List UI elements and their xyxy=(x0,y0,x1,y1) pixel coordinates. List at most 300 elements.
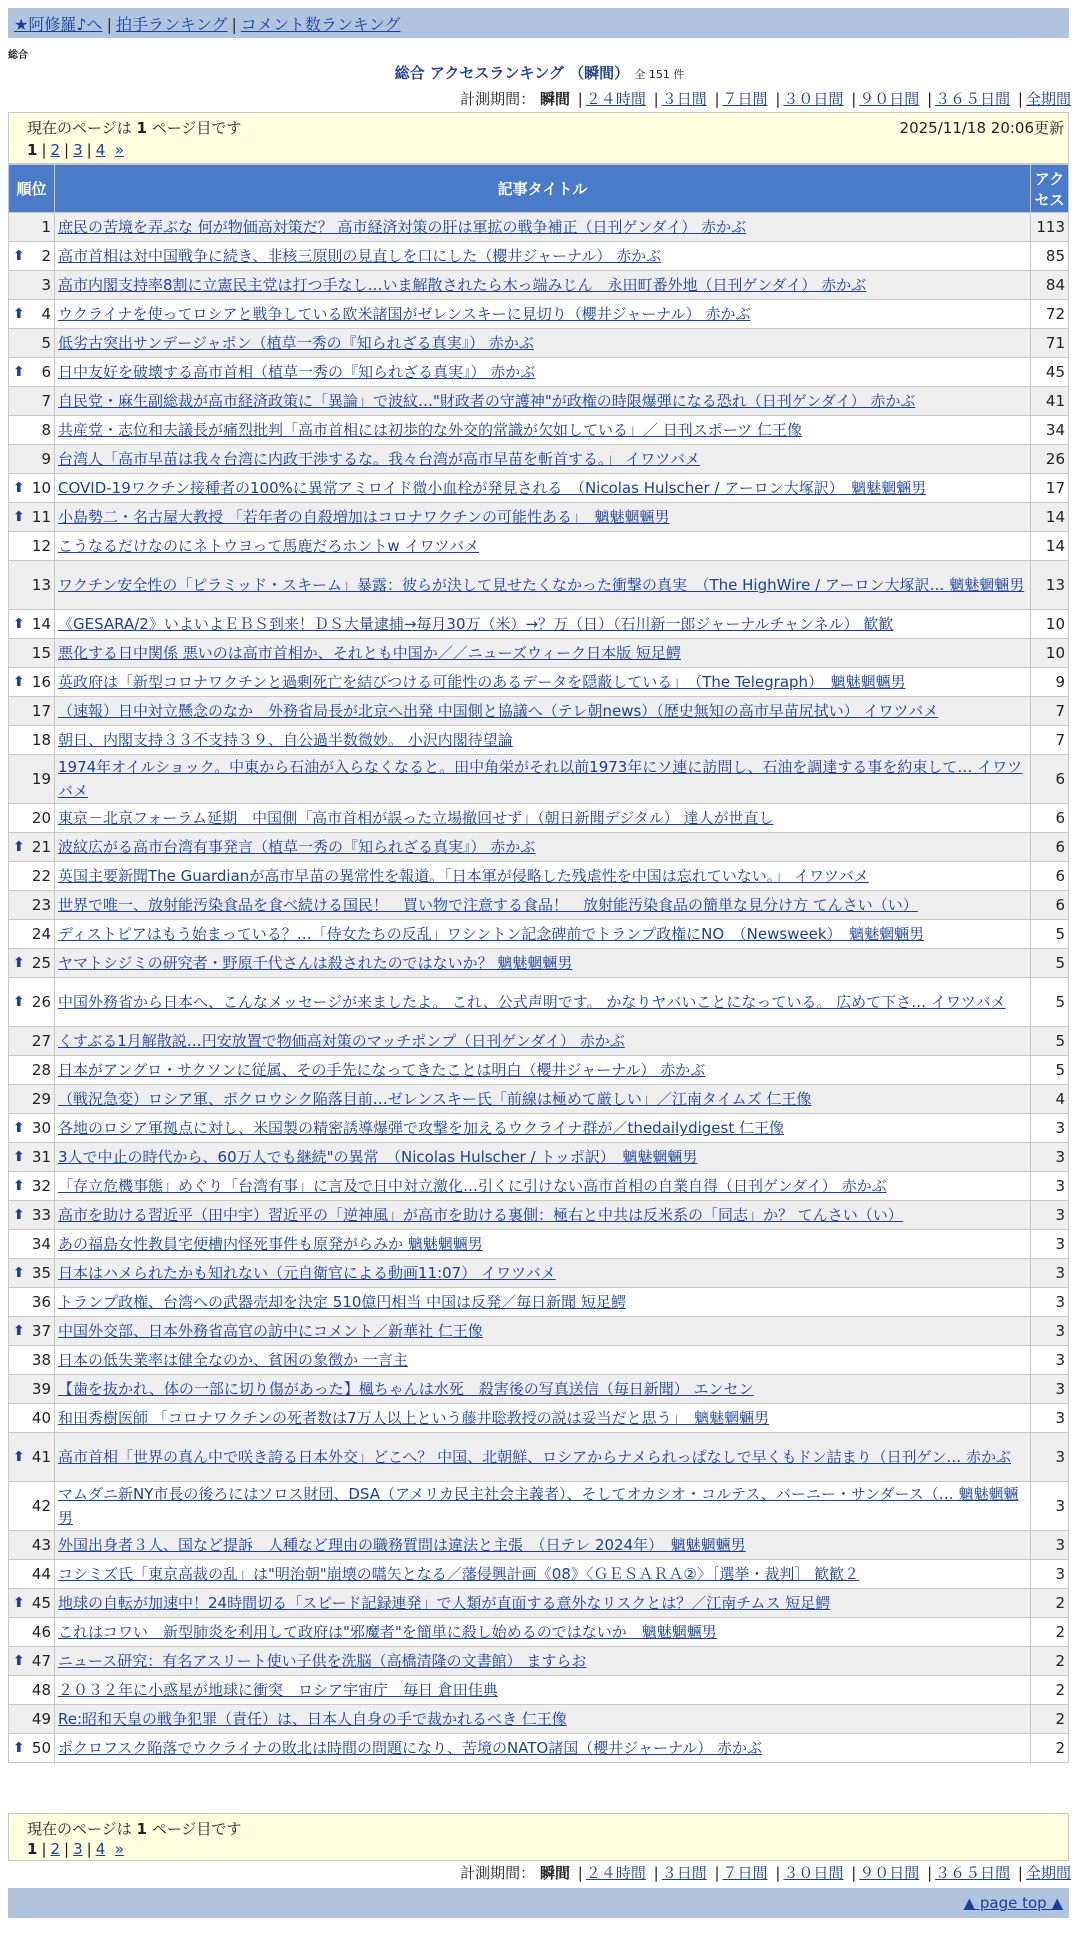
table-row xyxy=(9,1143,1069,1172)
up-arrow-icon: ⬆ xyxy=(13,674,25,690)
period-365d-link[interactable]: ３６５日間 xyxy=(935,90,1011,108)
rank-number: 38 xyxy=(31,1351,51,1369)
page-separator: | xyxy=(41,1840,47,1858)
article-title-link[interactable]: 地球の自転が加速中！24時間切る「スピード記録連発」で人類が直面する意外なリスクとは？／江南チムス 短足鰐 xyxy=(58,1594,831,1612)
title-cell xyxy=(55,1560,1031,1589)
access-count: 10 xyxy=(1031,639,1069,668)
rank-cell xyxy=(9,358,55,387)
period-separator: | xyxy=(851,90,857,108)
title-cell xyxy=(55,833,1031,862)
title-cell xyxy=(55,891,1031,920)
rank-number: 8 xyxy=(41,421,51,439)
page-separator: | xyxy=(64,141,70,159)
rank-number: 30 xyxy=(31,1119,51,1137)
article-title-link[interactable]: 小島勢二・名古屋大教授 「若年者の自殺増加はコロナワクチンの可能性ある」 魑魅魍魎男 xyxy=(58,508,670,526)
article-title-link[interactable]: 共産党・志位和夫議長が痛烈批判「高市首相には初歩的な外交的常識が欠如している」／ 日刊スポーツ 仁王像 xyxy=(58,421,802,439)
current-page-prefix: 現在のページは xyxy=(27,119,137,137)
rank-cell xyxy=(9,213,55,242)
rank-number: 27 xyxy=(31,1032,51,1050)
article-title-link[interactable]: 日本はハメられたかも知れない（元自衛官による動画11:07） イワツバメ xyxy=(58,1264,556,1282)
rank-cell xyxy=(9,300,55,329)
article-title-link[interactable]: Re:昭和天皇の戦争犯罪（責任）は、日本人自身の手で裁かれるべき 仁王像 xyxy=(58,1710,567,1728)
article-title-link[interactable]: 台湾人「高市早苗は我々台湾に内政干渉するな。我々台湾が高市早苗を斬首する。」 イワツバメ xyxy=(58,450,700,468)
rank-cell xyxy=(9,416,55,445)
rank-number: 35 xyxy=(31,1264,51,1282)
rank-cell xyxy=(9,862,55,891)
period-30d-link[interactable]: ３０日間 xyxy=(783,1864,844,1882)
title-cell xyxy=(55,1317,1031,1346)
access-count: 84 xyxy=(1031,271,1069,300)
title-cell xyxy=(55,1288,1031,1317)
article-title-link[interactable]: 日中友好を破壊する高市首相（植草一秀の『知られざる真実』） 赤かぶ xyxy=(58,363,536,381)
rank-number: 1 xyxy=(41,218,51,236)
access-count: 6 xyxy=(1031,891,1069,920)
period-365d-link[interactable]: ３６５日間 xyxy=(935,1864,1011,1882)
rank-cell xyxy=(9,1433,55,1482)
rank-number: 31 xyxy=(31,1148,51,1166)
article-title-link[interactable]: 各地のロシア軍拠点に対し、米国製の精密誘導爆弾で攻撃を加えるウクライナ群が／thedailydigest 仁王像 xyxy=(58,1119,784,1137)
page-current: 1 xyxy=(27,1840,38,1858)
up-arrow-icon: ⬆ xyxy=(13,480,25,496)
rank-cell xyxy=(9,474,55,503)
page-separator: | xyxy=(86,1840,92,1858)
title-cell xyxy=(55,920,1031,949)
period-current: 瞬間 xyxy=(539,1864,570,1882)
period-separator: | xyxy=(851,1864,857,1882)
access-count: 26 xyxy=(1031,445,1069,474)
title-cell xyxy=(55,1143,1031,1172)
period-3d-link[interactable]: ３日間 xyxy=(661,1864,707,1882)
rank-cell xyxy=(9,697,55,726)
rank-number: 25 xyxy=(31,954,51,972)
article-title-link[interactable]: ポクロフスク陥落でウクライナの敗北は時間の問題になり、苦境のNATO諸国（櫻井ジャーナル） 赤かぶ xyxy=(58,1739,762,1757)
page-top-link[interactable]: ▲ page top ▲ xyxy=(963,1894,1063,1912)
period-7d-link[interactable]: ７日間 xyxy=(722,1864,768,1882)
table-row xyxy=(9,1531,1069,1560)
table-row xyxy=(9,920,1069,949)
table-row xyxy=(9,1482,1069,1531)
article-title-link[interactable]: 日本の低失業率は健全なのか、貧困の象徴か 一言主 xyxy=(58,1351,408,1369)
up-arrow-icon: ⬆ xyxy=(13,1449,25,1465)
rank-number: 22 xyxy=(31,867,51,885)
title-cell xyxy=(55,697,1031,726)
period-separator: | xyxy=(653,1864,659,1882)
pagination xyxy=(27,1840,124,1858)
rank-cell xyxy=(9,949,55,978)
title-cell xyxy=(55,561,1031,610)
rank-cell xyxy=(9,1201,55,1230)
page-link-3[interactable]: 3 xyxy=(73,141,83,159)
period-24h-link[interactable]: ２４時間 xyxy=(585,1864,646,1882)
title-cell xyxy=(55,1230,1031,1259)
period-selector-bottom xyxy=(460,1862,1071,1883)
table-row xyxy=(9,1433,1069,1482)
title-cell xyxy=(55,1676,1031,1705)
access-count: 17 xyxy=(1031,474,1069,503)
rank-cell xyxy=(9,1404,55,1433)
rank-number: 7 xyxy=(41,392,51,410)
comment-ranking-link[interactable]: コメント数ランキング xyxy=(240,15,401,34)
title-cell xyxy=(55,1375,1031,1404)
rank-cell xyxy=(9,1560,55,1589)
article-title-link[interactable]: 高市首相は対中国戦争に続き、非核三原則の見直しを口にした（櫻井ジャーナル） 赤かぶ xyxy=(58,247,662,265)
rank-number: 3 xyxy=(41,276,51,294)
title-cell xyxy=(55,610,1031,639)
period-label: 計測期間： xyxy=(460,90,536,108)
up-arrow-icon: ⬆ xyxy=(13,1265,25,1281)
rank-number: 9 xyxy=(41,450,51,468)
rank-cell xyxy=(9,1589,55,1618)
article-title-link[interactable]: ウクライナを使ってロシアと戦争している欧米諸国がゼレンスキーに見切り（櫻井ジャーナル） 赤かぶ xyxy=(58,305,751,323)
rank-number: 50 xyxy=(31,1739,51,1757)
period-90d-link[interactable]: ９０日間 xyxy=(859,1864,920,1882)
rank-cell xyxy=(9,1734,55,1763)
pager-panel-top xyxy=(8,112,1069,164)
access-count: 5 xyxy=(1031,920,1069,949)
table-row xyxy=(9,1647,1069,1676)
article-title-link[interactable]: 東京－北京フォーラム延期 中国側「高市首相が誤った立場撤回せず」（朝日新聞デジタル） 達人が世直し xyxy=(58,809,774,827)
table-row xyxy=(9,1676,1069,1705)
rank-number: 11 xyxy=(31,508,51,526)
rank-column-header xyxy=(9,165,55,213)
rank-number: 21 xyxy=(31,838,51,856)
article-title-link[interactable]: 英政府は「新型コロナワクチンと過剰死亡を結びつける可能性のあるデータを隠蔽している」 （The Telegraph） 魑魅魍魎男 xyxy=(58,673,906,691)
rank-cell xyxy=(9,1317,55,1346)
title-cell xyxy=(55,1618,1031,1647)
table-row xyxy=(9,503,1069,532)
top-nav-bar xyxy=(8,8,1069,38)
rank-number: 47 xyxy=(31,1652,51,1670)
pagination xyxy=(27,141,124,159)
title-cell xyxy=(55,358,1031,387)
period-separator: | xyxy=(577,90,583,108)
rank-cell xyxy=(9,891,55,920)
title-cell xyxy=(55,1346,1031,1375)
rank-cell xyxy=(9,978,55,1027)
article-title-link[interactable]: 波紋広がる高市台湾有事発言（植草一秀の『知られざる真実』） 赤かぶ xyxy=(58,838,536,856)
period-24h-link[interactable]: ２４時間 xyxy=(585,90,646,108)
table-row xyxy=(9,532,1069,561)
rank-cell xyxy=(9,387,55,416)
table-row xyxy=(9,697,1069,726)
access-count: 3 xyxy=(1031,1317,1069,1346)
article-title-link[interactable]: ディストピアはもう始まっている？…「侍女たちの反乱」ワシントン記念碑前でトランプ政権にNO （Newsweek） 魑魅魍魎男 xyxy=(58,925,925,943)
table-row xyxy=(9,978,1069,1027)
access-count: 13 xyxy=(1031,561,1069,610)
rank-number: 32 xyxy=(31,1177,51,1195)
article-title-link[interactable]: トランプ政権、台湾への武器売却を決定 510億円相当 中国は反発／毎日新聞 短足鰐 xyxy=(58,1293,626,1311)
rank-number: 36 xyxy=(31,1293,51,1311)
rank-cell xyxy=(9,1085,55,1114)
rank-cell xyxy=(9,1647,55,1676)
table-row xyxy=(9,1560,1069,1589)
period-separator: | xyxy=(775,1864,781,1882)
rank-number: 26 xyxy=(31,993,51,1011)
page-title xyxy=(0,62,1079,83)
rank-cell xyxy=(9,242,55,271)
access-count: 3 xyxy=(1031,1230,1069,1259)
access-count: 3 xyxy=(1031,1201,1069,1230)
table-row xyxy=(9,949,1069,978)
up-arrow-icon: ⬆ xyxy=(13,955,25,971)
rank-number: 16 xyxy=(31,673,51,691)
article-title-link[interactable]: 中国外務省から日本へ、こんなメッセージが来ましたよ。 これ、公式声明です。 かなりヤバいことになっている。 広めて下さ… イワツバメ xyxy=(58,993,1006,1011)
access-count: 9 xyxy=(1031,668,1069,697)
access-count: 85 xyxy=(1031,242,1069,271)
article-title-link[interactable]: くすぶる1月解散説…円安放置で物価高対策のマッチポンプ（日刊ゲンダイ） 赤かぶ xyxy=(58,1032,625,1050)
current-page-number: 1 xyxy=(136,1820,147,1838)
up-arrow-icon: ⬆ xyxy=(13,509,25,525)
title-cell xyxy=(55,1172,1031,1201)
ranking-table-body xyxy=(9,213,1069,1763)
rank-number: 29 xyxy=(31,1090,51,1108)
page-link-4[interactable]: 4 xyxy=(95,1840,106,1858)
current-page-prefix: 現在のページは xyxy=(27,1820,137,1838)
up-arrow-icon: ⬆ xyxy=(13,248,25,264)
rank-number: 24 xyxy=(31,925,51,943)
page-link-3[interactable]: 3 xyxy=(73,1840,83,1858)
article-title-link[interactable]: こうなるだけなのにネトウヨって馬鹿だろホントw イワツバメ xyxy=(58,537,480,555)
article-title-link[interactable]: ニュース研究：有名アスリート使い子供を洗脳（高橋清隆の文書館） ますらお xyxy=(58,1652,587,1670)
table-row xyxy=(9,300,1069,329)
title-cell xyxy=(55,1433,1031,1482)
article-title-link[interactable]: 朝日、内閣支持３３不支持３９、自公過半数微妙。 小沢内閣待望論 xyxy=(58,731,513,749)
access-count: 2 xyxy=(1031,1589,1069,1618)
bottom-bar xyxy=(8,1888,1069,1918)
period-90d-link[interactable]: ９０日間 xyxy=(859,90,920,108)
table-row xyxy=(9,1618,1069,1647)
rank-cell xyxy=(9,445,55,474)
access-count: 113 xyxy=(1031,213,1069,242)
rank-number: 12 xyxy=(31,537,51,555)
article-title-link[interactable]: 1974年オイルショック。中東から石油が入らなくなると。田中角栄がそれ以前1973年にソ連に訪問し、石油を調達する事を約束して… イワツバメ xyxy=(58,758,1023,800)
title-cell xyxy=(55,804,1031,833)
access-count: 3 xyxy=(1031,1172,1069,1201)
rank-number: 39 xyxy=(31,1380,51,1398)
access-count: 5 xyxy=(1031,1027,1069,1056)
up-arrow-icon: ⬆ xyxy=(13,839,25,855)
article-title-link[interactable]: 「存立危機事態」めぐり「台湾有事」に言及で日中対立激化…引くに引けない高市首相の自業自得（日刊ゲンダイ） 赤かぶ xyxy=(58,1177,887,1195)
article-title-link[interactable]: これはコワい 新型肺炎を利用して政府は"邪魔者"を簡単に殺し始めるのではないか 魑魅魍魎男 xyxy=(58,1623,717,1641)
period-7d-link[interactable]: ７日間 xyxy=(722,90,768,108)
current-page-text xyxy=(27,117,241,138)
up-arrow-icon: ⬆ xyxy=(13,306,25,322)
rank-number: 15 xyxy=(31,644,51,662)
rank-cell xyxy=(9,726,55,755)
rank-number: 37 xyxy=(31,1322,51,1340)
article-title-link[interactable]: COVID-19ワクチン接種者の100%に異常アミロイド微小血栓が発見される （Nicolas Hulscher / アーロン大塚訳） 魑魅魍魎男 xyxy=(58,479,927,497)
up-arrow-icon: ⬆ xyxy=(13,1740,25,1756)
article-title-link[interactable]: マムダニ新NY市長の後ろにはソロス財団、DSA（アメリカ民主社会主義者）、そしてオカシオ・コルテス、バーニー・サンダース（… 魑魅魍魎男 xyxy=(58,1485,1019,1527)
up-arrow-icon: ⬆ xyxy=(13,1207,25,1223)
page-link-2[interactable]: 2 xyxy=(50,1840,61,1858)
title-cell xyxy=(55,978,1031,1027)
access-count: 2 xyxy=(1031,1647,1069,1676)
article-title-link[interactable]: 英国主要新聞The Guardianが高市早苗の異常性を報道。「日本軍が侵略した残虐性を中国は忘れていない。」 イワツバメ xyxy=(58,867,869,885)
article-title-link[interactable]: 高市を助ける習近平（田中宇）習近平の「逆神風」が高市を助ける裏側：極右と中共は反米系の「同志」か？ てんさい（い） xyxy=(58,1206,903,1224)
access-count: 3 xyxy=(1031,1114,1069,1143)
rank-cell xyxy=(9,1230,55,1259)
article-title-link[interactable]: 庶民の苦境を弄ぶな 何が物価高対策だ？ 高市経済対策の肝は軍拡の戦争補正（日刊ゲンダイ） 赤かぶ xyxy=(58,218,747,236)
article-title-link[interactable]: （戦況急変）ロシア軍、ポクロウシク陥落目前…ゼレンスキー氏「前線は極めて厳しい」／江南タイムズ 仁王像 xyxy=(58,1090,812,1108)
access-count: 45 xyxy=(1031,358,1069,387)
title-cell xyxy=(55,532,1031,561)
article-title-link[interactable]: 3人で中止の時代から、60万人でも継続"の異常 （Nicolas Hulscher / トッポ訳） 魑魅魍魎男 xyxy=(58,1148,698,1166)
rank-cell xyxy=(9,1056,55,1085)
up-arrow-icon: ⬆ xyxy=(13,364,25,380)
article-title-link[interactable]: 中国外交部、日本外務省高官の訪中にコメント／新華社 仁王像 xyxy=(58,1322,483,1340)
article-title-link[interactable]: コシミズ氏「東京高裁の乱」は"明治朝"崩壊の嚆矢となる／藩侵興計画《08》〈ＧＥＳＡＲＡ②〉［選挙・裁判］ 歓歓２ xyxy=(58,1565,860,1583)
period-separator: | xyxy=(714,90,720,108)
page-separator: | xyxy=(86,141,92,159)
table-row xyxy=(9,1172,1069,1201)
article-title-link[interactable]: 低劣古突出サンデージャポン（植草一秀の『知られざる真実』） 赤かぶ xyxy=(58,334,534,352)
article-title-link[interactable]: 自民党・麻生副総裁が高市経済政策に「異論」で波紋…"財政者の守護神"が政権の時限爆弾になる恐れ（日刊ゲンダイ） 赤かぶ xyxy=(58,392,916,410)
period-separator: | xyxy=(577,1864,583,1882)
period-separator: | xyxy=(714,1864,720,1882)
article-title-link[interactable]: あの福島女性教員宅便槽内怪死事件も原発がらみか 魑魅魍魎男 xyxy=(58,1235,483,1253)
ranking-table xyxy=(8,164,1069,1763)
title-cell xyxy=(55,1589,1031,1618)
table-row xyxy=(9,1056,1069,1085)
rank-cell xyxy=(9,755,55,804)
title-cell xyxy=(55,503,1031,532)
page-separator: | xyxy=(64,1840,70,1858)
period-all-link[interactable]: 全期間 xyxy=(1025,90,1071,108)
title-cell xyxy=(55,1404,1031,1433)
article-title-link[interactable]: ヤマトシジミの研究者・野原千代さんは殺されたのではないか？ 魑魅魍魎男 xyxy=(58,954,573,972)
article-title-link[interactable]: 日本がアングロ・サクソンに従属、その手先になってきたことは明白（櫻井ジャーナル） 赤かぶ xyxy=(58,1061,706,1079)
article-title-link[interactable]: ２０３２年に小惑星が地球に衝突 ロシア宇宙庁 毎日 倉田佳典 xyxy=(58,1681,498,1699)
article-title-link[interactable]: （速報）日中対立懸念のなか 外務省局長が北京へ出発 中国側と協議へ（テレ朝news）（歴史無知の高市早苗尻拭い） イワツバメ xyxy=(58,702,939,720)
pager-panel-bottom xyxy=(8,1813,1069,1861)
rank-number: 41 xyxy=(31,1448,51,1466)
title-cell xyxy=(55,1201,1031,1230)
current-page-suffix: ページ目です xyxy=(146,119,242,137)
up-arrow-icon: ⬆ xyxy=(13,1120,25,1136)
rank-header-label: 順位 xyxy=(16,180,47,198)
table-row xyxy=(9,561,1069,610)
table-row xyxy=(9,1259,1069,1288)
title-cell xyxy=(55,300,1031,329)
access-count: 2 xyxy=(1031,1618,1069,1647)
table-row xyxy=(9,610,1069,639)
title-cell xyxy=(55,1734,1031,1763)
table-row xyxy=(9,387,1069,416)
rank-number: 20 xyxy=(31,809,51,827)
up-arrow-icon: ⬆ xyxy=(13,1653,25,1669)
period-all-link[interactable]: 全期間 xyxy=(1025,1864,1071,1882)
rank-number: 43 xyxy=(31,1536,51,1554)
title-cell xyxy=(55,1647,1031,1676)
table-row xyxy=(9,271,1069,300)
article-title-link[interactable]: 和田秀樹医師 「コロナワクチンの死者数は7万人以上という藤井聡教授の説は妥当だと思う」 魑魅魍魎男 xyxy=(58,1409,770,1427)
up-arrow-icon: ⬆ xyxy=(13,994,25,1010)
article-title-link[interactable]: 《GESARA/2》いよいよＥＢＳ到来！ＤＳ大量逮捕→毎月30万（米）→？万（日）（石川新一郎ジャーナルチャンネル） 歓歓 xyxy=(58,615,894,633)
title-cell xyxy=(55,416,1031,445)
access-count: 3 xyxy=(1031,1143,1069,1172)
article-title-link[interactable]: ワクチン安全性の「ピラミッド・スキーム」暴露：彼らが決して見せたくなかった衝撃の真実 （The HighWire / アーロン大塚訳… 魑魅魍魎男 xyxy=(58,576,1025,594)
rank-number: 5 xyxy=(41,334,51,352)
table-row xyxy=(9,1230,1069,1259)
title-cell xyxy=(55,1114,1031,1143)
access-count: 10 xyxy=(1031,610,1069,639)
rank-cell xyxy=(9,561,55,610)
clap-ranking-link[interactable]: 拍手ランキング xyxy=(115,15,228,34)
home-link[interactable]: ★阿修羅♪へ xyxy=(14,15,103,34)
table-row xyxy=(9,804,1069,833)
rank-number: 34 xyxy=(31,1235,51,1253)
article-title-link[interactable]: 外国出身者３人、国など提訴 人種など理由の職務質問は違法と主張 （日テレ 2024年） 魑魅魍魎男 xyxy=(58,1536,746,1554)
rank-cell xyxy=(9,1375,55,1404)
title-cell xyxy=(55,213,1031,242)
article-title-link[interactable]: 悪化する日中関係 悪いのは高市首相か、それとも中国か／／ニューズウィーク日本版 短足鰐 xyxy=(58,644,681,662)
current-page-number: 1 xyxy=(136,119,147,137)
article-title-link[interactable]: 世界で唯一、放射能汚染食品を食べ続ける国民！ 買い物で注意する食品！ 放射能汚染食品の簡単な見分け方 てんさい（い） xyxy=(58,896,918,914)
table-row xyxy=(9,891,1069,920)
rank-cell xyxy=(9,1705,55,1734)
access-count: 6 xyxy=(1031,862,1069,891)
access-count: 5 xyxy=(1031,1056,1069,1085)
rank-cell xyxy=(9,271,55,300)
title-cell xyxy=(55,474,1031,503)
title-cell xyxy=(55,242,1031,271)
table-row xyxy=(9,213,1069,242)
access-count: 3 xyxy=(1031,1375,1069,1404)
period-30d-link[interactable]: ３０日間 xyxy=(783,90,844,108)
page-link-4[interactable]: 4 xyxy=(95,141,106,159)
title-cell xyxy=(55,1056,1031,1085)
period-current: 瞬間 xyxy=(539,90,570,108)
next-page-link[interactable]: » xyxy=(114,141,124,159)
access-column-header xyxy=(1031,165,1069,213)
access-count: 3 xyxy=(1031,1482,1069,1531)
table-row xyxy=(9,1375,1069,1404)
access-count: 6 xyxy=(1031,755,1069,804)
rank-cell xyxy=(9,1143,55,1172)
title-cell xyxy=(55,949,1031,978)
article-title-link[interactable]: 高市首相「世界の真ん中で咲き誇る日本外交」どこへ？ 中国、北朝鮮、ロシアからナメられっぱなしで早くもドン詰まり（日刊ゲン… 赤かぶ xyxy=(58,1448,1012,1466)
access-count: 41 xyxy=(1031,387,1069,416)
access-count: 6 xyxy=(1031,804,1069,833)
title-cell xyxy=(55,1482,1031,1531)
page-current: 1 xyxy=(27,141,38,159)
rank-cell xyxy=(9,1288,55,1317)
rank-number: 48 xyxy=(31,1681,51,1699)
rank-cell xyxy=(9,1676,55,1705)
access-count: 14 xyxy=(1031,503,1069,532)
access-count: 34 xyxy=(1031,416,1069,445)
rank-number: 46 xyxy=(31,1623,51,1641)
category-label: 総合 xyxy=(8,50,28,61)
article-title-link[interactable]: 高市内閣支持率8割に立憲民主党は打つ手なし…いま解散されたら木っ端みじん 永田町番外地（日刊ゲンダイ） 赤かぶ xyxy=(58,276,867,294)
table-row xyxy=(9,1027,1069,1056)
period-3d-link[interactable]: ３日間 xyxy=(661,90,707,108)
next-page-link[interactable]: » xyxy=(114,1840,124,1858)
up-arrow-icon: ⬆ xyxy=(13,616,25,632)
access-count: 3 xyxy=(1031,1560,1069,1589)
title-cell xyxy=(55,726,1031,755)
period-separator: | xyxy=(775,90,781,108)
page-link-2[interactable]: 2 xyxy=(50,141,61,159)
access-header-label: アクセス xyxy=(1034,169,1065,209)
rank-number: 18 xyxy=(31,731,51,749)
updated-timestamp: 2025/11/18 20:06更新 xyxy=(899,119,1064,137)
period-selector-top xyxy=(460,88,1071,109)
article-title-link[interactable]: 【歯を抜かれ、体の一部に切り傷があった】楓ちゃんは水死 殺害後の写真送信（毎日新聞） エンセン xyxy=(58,1380,754,1398)
title-cell xyxy=(55,1259,1031,1288)
rank-cell xyxy=(9,1259,55,1288)
